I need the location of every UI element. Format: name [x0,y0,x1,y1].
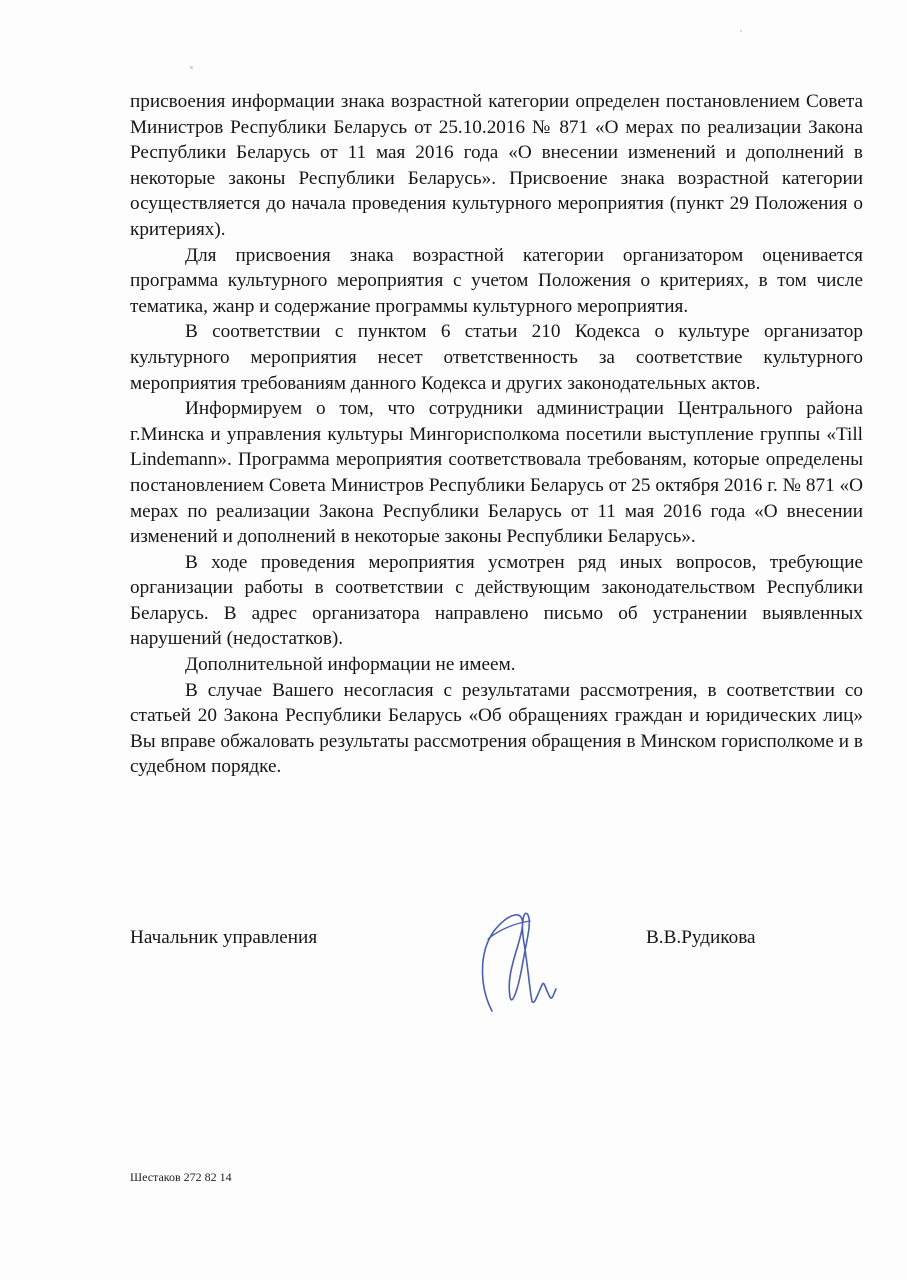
paragraph: В случае Вашего несогласия с результатами рассмотрения, в соответствии со статьей 20 Закона Республики Беларусь «Об обращениях граждан и юридических лиц» Вы вправе обжаловать результаты рассмотрения обращения в Минском горисполкоме и в судебном порядке. [130,679,863,778]
scan-speck [190,66,193,69]
paragraph: Для присвоения знака возрастной категории организатором оценивается программа культурного мероприятия с учетом Положения о критериях, в том числе тематика, жанр и содержание программы культурного мероприятия. [130,244,863,317]
handwritten-signature [470,893,580,1018]
letter-body [130,89,863,780]
paragraph: Информируем о том, что сотрудники администрации Центрального района г.Минска и управления культуры Мингорисполкома посетили выступление группы «Till Lindemann». Программа мероприятия соответствовала требованям, которые определены постановлением Совета Министров Республики Беларусь от 25 октября 2016 г. № 871 «О мерах по реализации Закона Республики Беларусь от 11 мая 2016 года «О внесении изменений и дополнений в некоторые законы Республики Беларусь». [130,398,863,548]
paragraph: В ходе проведения мероприятия усмотрен ряд иных вопросов, требующие организации работы в соответствии с действующим законодательством Республики Беларусь. В адрес организатора направлено письмо об устранении выявленных нарушений (недостатков). [130,551,863,650]
signer-name: В.В.Рудикова [646,927,756,948]
scan-speck [740,30,742,32]
paragraph: присвоения информации знака возрастной категории определен постановлением Совета Министров Республики Беларусь от 25.10.2016 № 871 «О мерах по реализации Закона Республики Беларусь от 11 мая 2016 года «О внесении изменений и дополнений в некоторые законы Республики Беларусь». Присвоение знака возрастной категории осуществляется до начала проведения культурного мероприятия (пункт 29 Положения о критериях). [130,91,863,240]
paragraph: В соответствии с пунктом 6 статьи 210 Кодекса о культуре организатор культурного мероприятия несет ответственность за соответствие культурного мероприятия требованиям данного Кодекса и других законодательных актов. [130,321,863,394]
footer-contact: Шестаков 272 82 14 [130,1170,232,1184]
paragraph: Дополнительной информации не имеем. [185,654,516,676]
signer-title: Начальник управления [130,927,318,948]
